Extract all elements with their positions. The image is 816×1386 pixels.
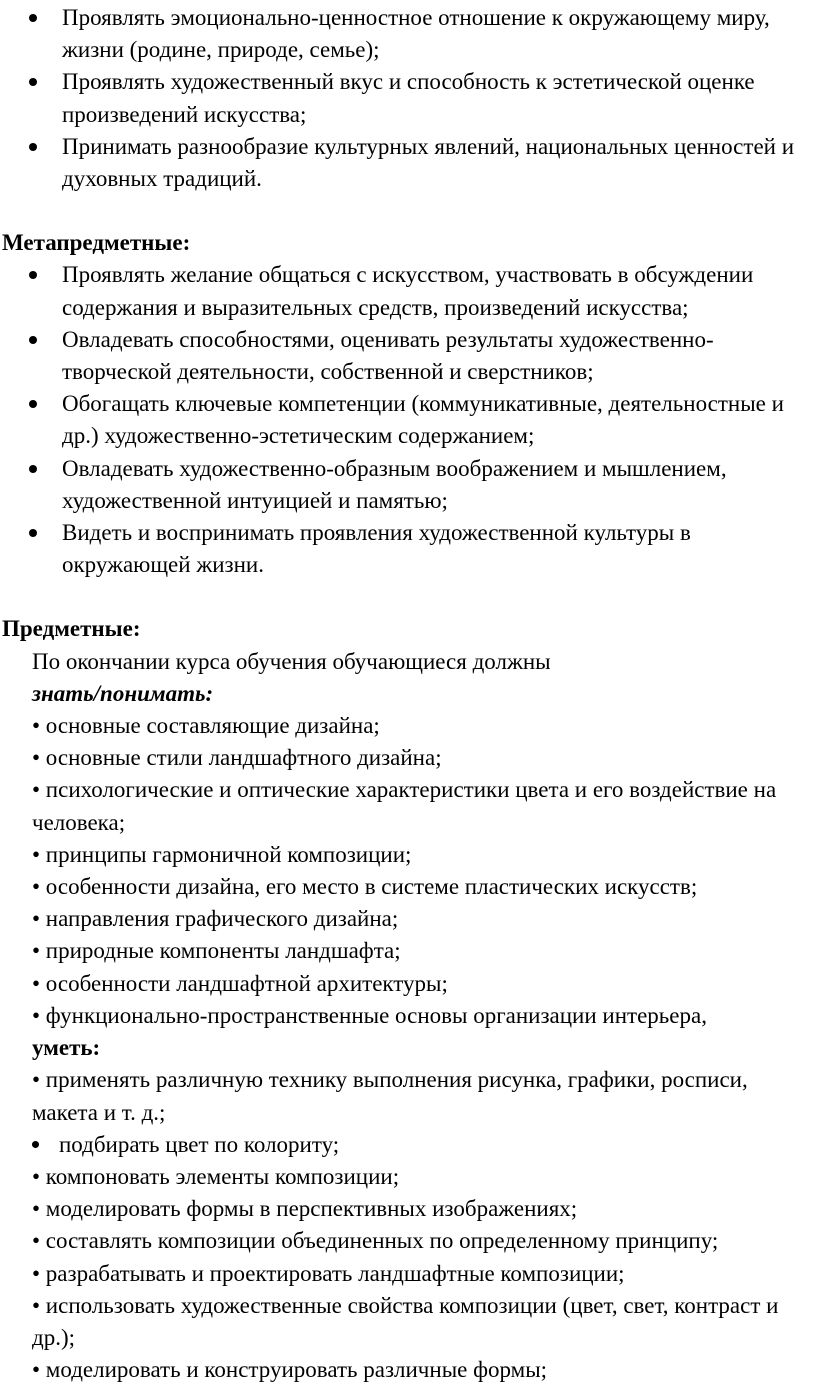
list-item: • разрабатывать и проектировать ландшафтные композиции; xyxy=(32,1260,625,1286)
skills-list xyxy=(0,1064,816,1386)
spacer xyxy=(0,195,816,227)
list-item: Проявлять художественный вкус и способность к эстетической оценке произведений искусства; xyxy=(0,66,816,130)
list-item: Обогащать ключевые компетенции (коммуникативные, деятельностные и др.) художественно-эстетическим содержанием; xyxy=(0,388,816,452)
list-item: • принципы гармоничной композиции; xyxy=(32,841,412,867)
list-item: Проявлять эмоционально-ценностное отношение к окружающему миру, жизни (родине, природе, семье); xyxy=(0,2,816,66)
list-item: • особенности ландшафтной архитектуры; xyxy=(32,970,448,996)
list-item-text: подбирать цвет по колориту; xyxy=(59,1131,340,1157)
list-item xyxy=(32,1129,810,1161)
subject-intro: По окончании курса обучения обучающиеся должны xyxy=(32,648,551,674)
list-item: Овладевать способностями, оценивать результаты художественно-творческой деятельности, собственной и сверстников; xyxy=(0,324,816,388)
personal-results-list xyxy=(0,2,816,195)
bullet-icon xyxy=(32,1141,39,1148)
skills-label: уметь: xyxy=(32,1035,101,1061)
list-item: • моделировать формы в перспективных изображениях; xyxy=(32,1196,578,1222)
list-item: • компоновать элементы композиции; xyxy=(32,1163,400,1189)
list-item: • природные компоненты ландшафта; xyxy=(32,938,401,964)
spacer xyxy=(0,581,816,613)
meta-results-list xyxy=(0,259,816,581)
list-item: • основные составляющие дизайна; xyxy=(32,713,380,739)
list-item: Принимать разнообразие культурных явлений, национальных ценностей и духовных традиций. xyxy=(0,131,816,195)
list-item: • составлять композиции объединенных по определенному принципу; xyxy=(32,1228,719,1254)
list-item: • использовать художественные свойства композиции (цвет, свет, контраст и др.); xyxy=(32,1292,779,1350)
know-label: знать/понимать: xyxy=(32,680,214,706)
list-item: • применять различную технику выполнения рисунка, графики, росписи, макета и т. д.; xyxy=(32,1067,748,1125)
list-item: • психологические и оптические характеристики цвета и его воздействие на человека; xyxy=(32,777,777,835)
know-list xyxy=(0,710,816,1032)
list-item: • функционально-пространственные основы организации интерьера, xyxy=(32,1002,707,1028)
meta-heading: Метапредметные: xyxy=(2,230,191,256)
list-item: Проявлять желание общаться с искусством, участвовать в обсуждении содержания и выразительных средств, произведений искусства; xyxy=(0,259,816,323)
list-item: • основные стили ландшафтного дизайна; xyxy=(32,745,442,771)
list-item: Видеть и воспринимать проявления художественной культуры в окружающей жизни. xyxy=(0,517,816,581)
list-item: • моделировать и конструировать различные формы; xyxy=(32,1357,548,1383)
list-item: • особенности дизайна, его место в системе пластических искусств; xyxy=(32,874,698,900)
subject-heading: Предметные: xyxy=(2,616,141,642)
list-item: • направления графического дизайна; xyxy=(32,906,399,932)
list-item: Овладевать художественно-образным воображением и мышлением, художественной интуицией и памятью; xyxy=(0,453,816,517)
